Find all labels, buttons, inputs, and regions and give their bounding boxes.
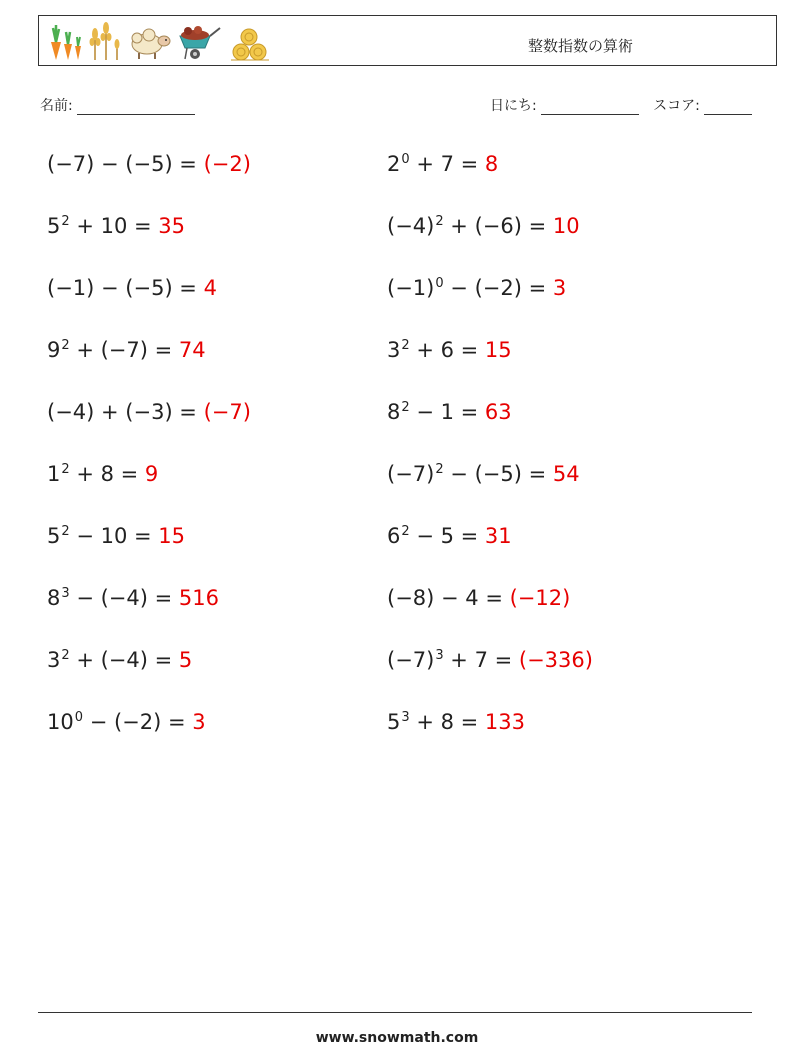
problem-answer: 4 xyxy=(203,276,217,300)
problem-answer: 15 xyxy=(158,524,186,548)
hay-bale-icon xyxy=(231,29,269,60)
score-label: スコア: xyxy=(653,98,700,114)
problem-17 xyxy=(47,648,192,676)
problem-expression: + (−6) = xyxy=(443,214,553,238)
carrot-icon xyxy=(51,25,81,60)
problem-11 xyxy=(47,462,158,490)
problem-answer: 8 xyxy=(484,152,499,176)
problem-exponent: 2 xyxy=(61,214,70,229)
problem-expression: + 7 = xyxy=(443,648,519,672)
problem-exponent: 0 xyxy=(74,710,84,725)
name-field xyxy=(40,95,195,115)
problem-expression: + 8 = xyxy=(69,462,145,486)
problem-answer: 9 xyxy=(144,462,159,486)
wheelbarrow-icon xyxy=(180,26,220,59)
problem-exponent: 2 xyxy=(401,524,410,539)
name-label: 名前: xyxy=(40,98,73,114)
problem-base: 5 xyxy=(47,214,61,238)
problem-expression: + 7 = xyxy=(409,152,485,176)
problem-expression: + 8 = xyxy=(409,710,485,734)
problem-4 xyxy=(387,214,580,242)
problem-answer: 54 xyxy=(552,462,580,486)
problem-expression: − (−4) = xyxy=(69,586,179,610)
problem-18 xyxy=(387,648,593,676)
problem-expression: (−8) − 4 = xyxy=(387,586,510,610)
problem-answer: 5 xyxy=(178,648,193,672)
problem-12 xyxy=(387,462,580,490)
problem-16 xyxy=(387,586,570,610)
problem-answer: 15 xyxy=(484,338,512,362)
wheat-icon xyxy=(90,22,120,60)
problem-1 xyxy=(47,152,251,176)
problem-base: 8 xyxy=(47,586,61,610)
problem-answer: 10 xyxy=(552,214,580,238)
problem-base: (−7) xyxy=(387,462,435,486)
problem-exponent: 2 xyxy=(435,214,444,229)
date-label: 日にち: xyxy=(490,98,537,114)
problem-exponent: 2 xyxy=(61,462,70,477)
worksheet-title: 整数指数の算術 xyxy=(528,37,634,55)
problem-base: 10 xyxy=(47,710,74,734)
score-blank[interactable] xyxy=(704,100,752,115)
sheep-icon xyxy=(132,29,170,59)
problem-base: 2 xyxy=(387,152,401,176)
problem-expression: − 10 = xyxy=(69,524,159,548)
footer-url: www.snowmath.com xyxy=(315,1030,479,1046)
problem-expression: (−4) + (−3) = xyxy=(47,400,204,424)
problem-base: 3 xyxy=(47,648,61,672)
problem-answer: 3 xyxy=(552,276,567,300)
problem-7 xyxy=(47,338,206,366)
problem-exponent: 3 xyxy=(401,710,410,725)
footer-divider xyxy=(38,1012,752,1013)
problem-answer: 74 xyxy=(178,338,206,362)
problem-base: (−7) xyxy=(387,648,435,672)
problem-answer: 3 xyxy=(192,710,206,734)
problem-expression: − (−2) = xyxy=(83,710,193,734)
problem-5 xyxy=(47,276,217,300)
problem-base: (−4) xyxy=(387,214,435,238)
problem-base: 5 xyxy=(47,524,61,548)
problem-9 xyxy=(47,400,251,424)
problem-15 xyxy=(47,586,219,614)
name-blank[interactable] xyxy=(77,100,195,115)
problem-expression: + 6 = xyxy=(409,338,485,362)
problem-answer: 63 xyxy=(484,400,512,424)
problem-expression: − 1 = xyxy=(409,400,485,424)
problem-exponent: 3 xyxy=(61,586,70,601)
problem-exponent: 0 xyxy=(401,152,410,167)
problem-base: 6 xyxy=(387,524,401,548)
worksheet-header xyxy=(38,15,777,66)
problem-exponent: 2 xyxy=(61,524,70,539)
problem-answer: 35 xyxy=(158,214,186,238)
problem-answer: 31 xyxy=(484,524,512,548)
problem-exponent: 2 xyxy=(401,338,410,353)
problem-exponent: 3 xyxy=(435,648,444,663)
date-score-row xyxy=(490,95,752,115)
problem-19 xyxy=(47,710,206,738)
problem-base: 8 xyxy=(387,400,401,424)
problem-expression: − (−2) = xyxy=(443,276,553,300)
problem-2 xyxy=(387,152,498,180)
problem-10 xyxy=(387,400,512,428)
problem-exponent: 2 xyxy=(61,648,70,663)
problem-exponent: 2 xyxy=(435,462,444,477)
date-blank[interactable] xyxy=(541,100,639,115)
problem-8 xyxy=(387,338,512,366)
problem-base: (−1) xyxy=(387,276,435,300)
problem-expression: − 5 = xyxy=(409,524,485,548)
problem-exponent: 2 xyxy=(61,338,70,353)
problem-base: 3 xyxy=(387,338,401,362)
farm-icons xyxy=(45,20,275,62)
problem-3 xyxy=(47,214,185,242)
problem-base: 9 xyxy=(47,338,61,362)
problem-answer: (−2) xyxy=(203,152,251,176)
problem-exponent: 0 xyxy=(435,276,444,291)
problem-expression: (−7) − (−5) = xyxy=(47,152,204,176)
problem-base: 5 xyxy=(387,710,401,734)
problem-answer: 516 xyxy=(178,586,219,610)
problem-14 xyxy=(387,524,512,552)
problem-exponent: 2 xyxy=(401,400,410,415)
problem-expression: + 10 = xyxy=(69,214,159,238)
problem-expression: (−1) − (−5) = xyxy=(47,276,204,300)
problem-20 xyxy=(387,710,525,738)
problem-expression: + (−7) = xyxy=(69,338,179,362)
problem-6 xyxy=(387,276,566,304)
problem-answer: (−12) xyxy=(509,586,571,610)
problem-base: 1 xyxy=(47,462,61,486)
problem-answer: (−7) xyxy=(203,400,251,424)
problem-13 xyxy=(47,524,185,552)
problem-expression: − (−5) = xyxy=(443,462,553,486)
problem-expression: + (−4) = xyxy=(69,648,179,672)
problem-answer: 133 xyxy=(484,710,526,734)
problem-answer: (−336) xyxy=(518,648,593,672)
